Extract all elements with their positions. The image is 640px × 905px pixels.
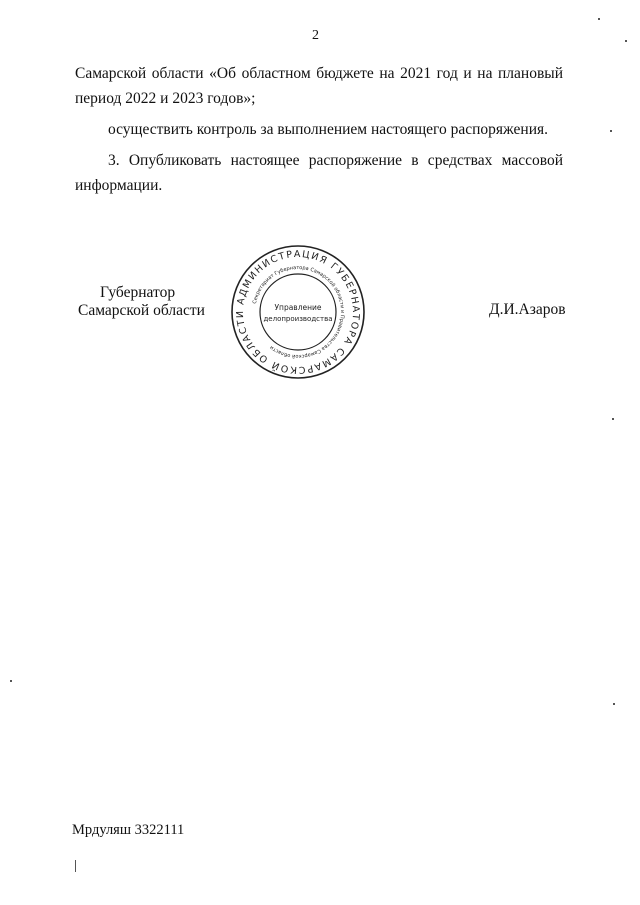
seal-outer-text: АДМИНИСТРАЦИЯ ГУБЕРНАТОРА САМАРСКОЙ ОБЛАСТИ (234, 248, 362, 376)
seal-center-line2: делопроизводства (263, 315, 333, 323)
scan-speck (610, 130, 612, 132)
official-seal (228, 242, 368, 382)
signatory-name: Д.И.Азаров (489, 301, 566, 318)
scan-speck (612, 418, 614, 420)
scan-speck (625, 40, 627, 42)
seal-inner-text: Секретариат Губернатора Самарской области и Правительства Самарской области (251, 264, 346, 360)
signature-title-line2: Самарской области (78, 302, 205, 319)
body-line: период 2022 и 2023 годов»; (75, 90, 256, 107)
page-number: 2 (312, 28, 319, 43)
scan-speck (75, 860, 76, 872)
scan-speck (10, 680, 12, 682)
body-line: Самарской области «Об областном бюджете на 2021 год и на плановый (75, 65, 563, 82)
executor-footer: Мрдуляш 3322111 (72, 822, 185, 838)
scan-speck (598, 18, 600, 20)
body-line: информации. (75, 177, 163, 194)
seal-center-line1: Управление (274, 303, 322, 312)
scan-speck (613, 703, 615, 705)
body-line: 3. Опубликовать настоящее распоряжение в средствах массовой (108, 152, 563, 169)
signature-title-line1: Губернатор (100, 284, 176, 301)
svg-text:Секретариат Губернатора Самарс (252, 265, 345, 360)
body-line: осуществить контроль за выполнением настоящего распоряжения. (108, 121, 549, 138)
